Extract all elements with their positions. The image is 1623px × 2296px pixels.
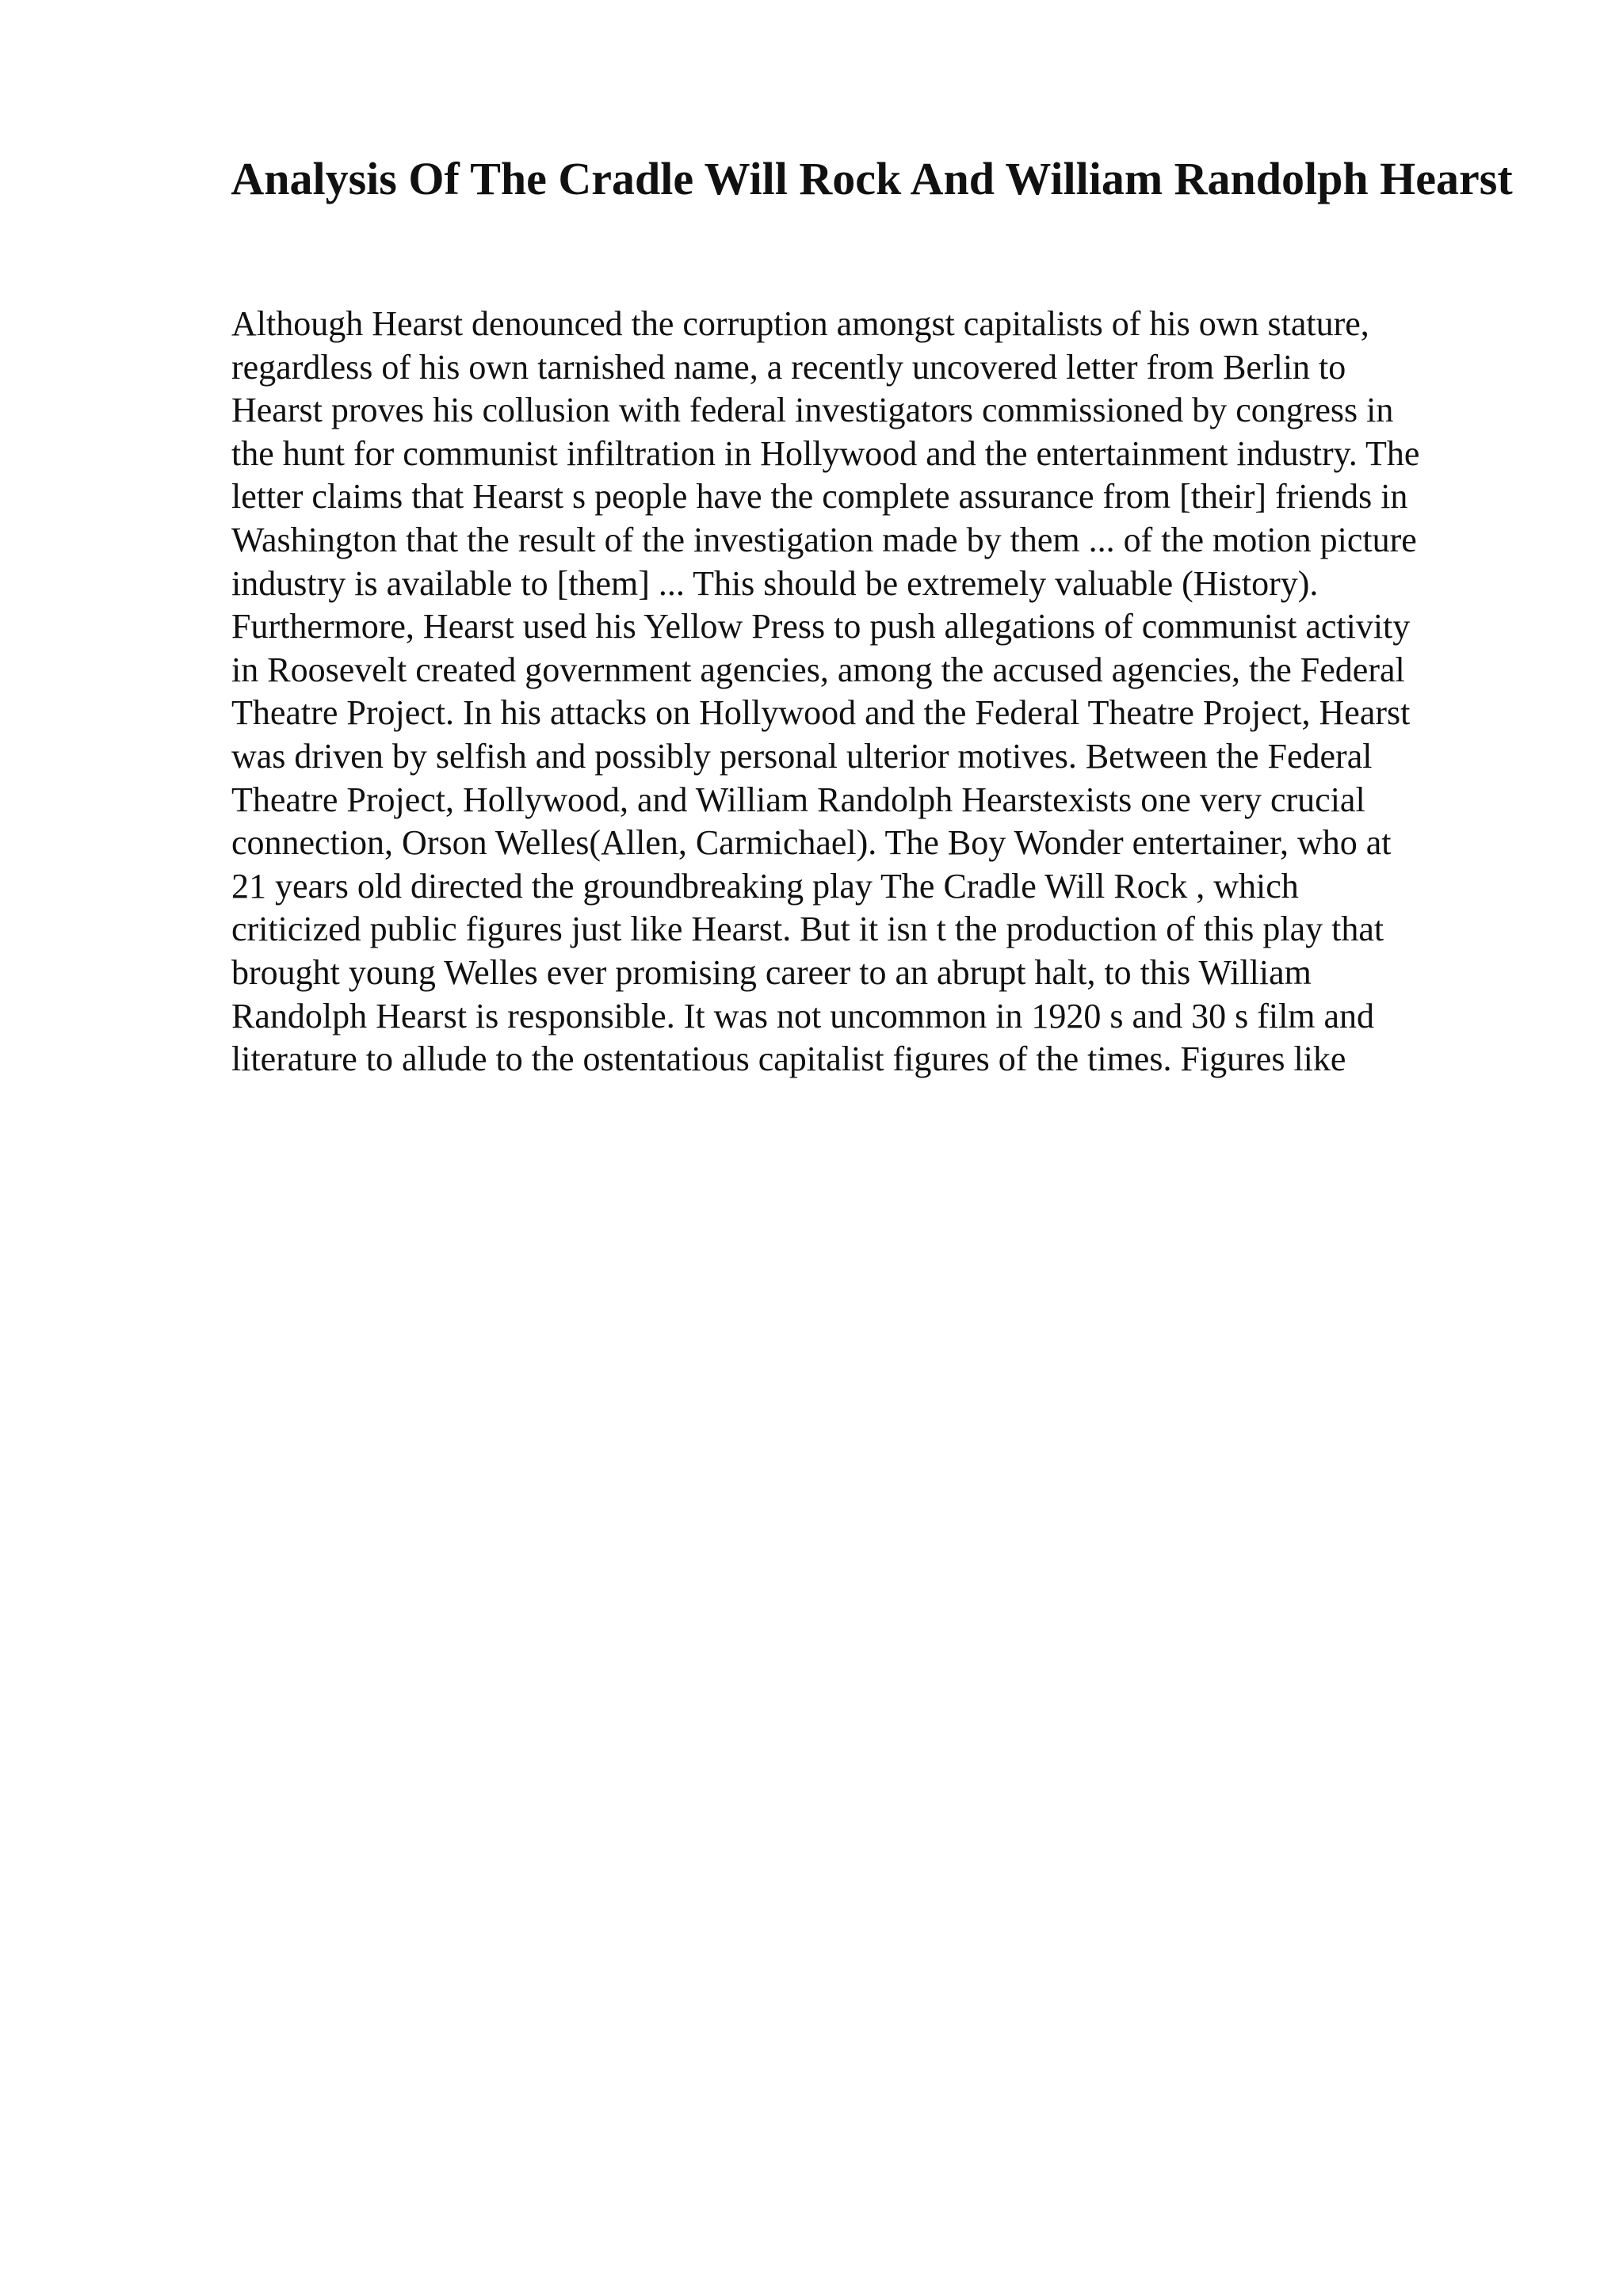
body-line: Theatre Project. In his attacks on Hollywood and the Federal Theatre Project, Hearst (231, 693, 1411, 733)
body-line: 21 years old directed the groundbreaking play The Cradle Will Rock , which (231, 866, 1299, 906)
body-line: Although Hearst denounced the corruption amongst capitalists of his own stature, (231, 304, 1369, 343)
body-line: was driven by selfish and possibly personal ulterior motives. Between the Federal (231, 736, 1373, 776)
body-line: letter claims that Hearst s people have the complete assurance from [their] friends in (231, 477, 1408, 517)
body-line: industry is available to [them] ... This should be extremely valuable (History). (231, 563, 1319, 603)
body-line: Theatre Project, Hollywood, and William Randolph Hearstexists one very crucial (231, 780, 1365, 819)
body-line: literature to allude to the ostentatious capitalist figures of the times. Figures like (231, 1039, 1346, 1079)
body-line: connection, Orson Welles(Allen, Carmichael). The Boy Wonder entertainer, who at (231, 823, 1392, 863)
body-line: brought young Welles ever promising career to an abrupt halt, to this William (231, 952, 1312, 992)
body-line: Furthermore, Hearst used his Yellow Press to push allegations of communist activity (231, 607, 1411, 646)
body-line: Hearst proves his collusion with federal investigators commissioned by congress in (231, 391, 1394, 430)
body-line: Randolph Hearst is responsible. It was not uncommon in 1920 s and 30 s film and (231, 996, 1375, 1035)
body-line: Washington that the result of the investigation made by them ... of the motion picture (231, 520, 1417, 559)
body-line: criticized public figures just like Hearst. But it isn t the production of this play that (231, 910, 1384, 949)
body-line: regardless of his own tarnished name, a recently uncovered letter from Berlin to (231, 347, 1346, 387)
body-line: in Roosevelt created government agencies, among the accused agencies, the Federal (231, 650, 1405, 689)
document-title: Analysis Of The Cradle Will Rock And William Randolph Hearst (231, 153, 1513, 204)
body-line: the hunt for communist infiltration in Hollywood and the entertainment industry. The (231, 433, 1420, 473)
document-body (231, 303, 1509, 1081)
